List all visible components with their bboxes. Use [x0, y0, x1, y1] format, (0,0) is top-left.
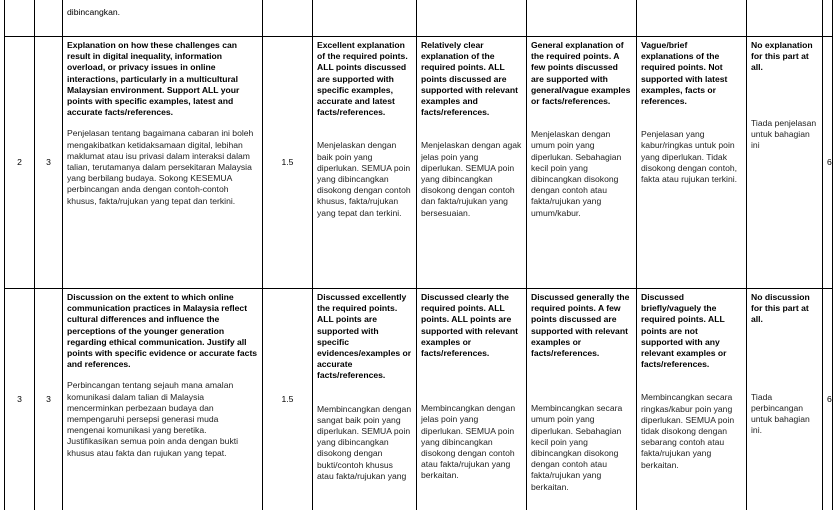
- question-en: Discussion on the extent to which online communication practices in Malaysia reflect cultural differences and influence the perceptions of the younger generation regarding ethical communication. Justify all points with specific evidence or accurate facts and references.: [67, 292, 258, 370]
- sub-number: 3: [35, 37, 63, 289]
- continuation-text: dibincangkan.: [67, 7, 121, 17]
- sub-number: 3: [35, 289, 63, 510]
- weight-value: 1.5: [263, 289, 313, 510]
- marks-value: 6: [823, 289, 833, 510]
- question-cell: [63, 37, 263, 289]
- criteria-excellent: [313, 37, 417, 289]
- question-ms: Penjelasan tentang bagaimana cabaran ini boleh mengakibatkan ketidaksamaan digital, lebihan maklumat atau isu privasi dalam interaksi dalam talian, terutamanya dalam persekitaran Malaysia yang berbilang budaya. Sokong KESEMUA perbincangan anda dengan contoh-contoh khusus, fakta/rujukan yang tepat dan terkini.: [67, 128, 254, 206]
- criteria-none: [747, 289, 823, 510]
- criteria-excellent: [313, 289, 417, 510]
- question-cell: [63, 289, 263, 510]
- criteria-en: Relatively clear explanation of the required points. ALL points discussed are supported with relevant examples and facts/references.: [421, 40, 518, 118]
- row-number: 3: [5, 289, 35, 510]
- criteria-general: [527, 289, 637, 510]
- criteria-ms: Tiada perbincangan untuk bahagian ini.: [751, 391, 810, 436]
- criteria-vague: [637, 289, 747, 510]
- cell-question: [63, 0, 263, 37]
- criteria-en: No explanation for this part at all.: [751, 40, 813, 73]
- criteria-ms: Menjelaskan dengan agak jelas poin yang diperlukan. SEMUA poin yang dibincangkan disokong dengan contoh dan fakta/rujukan yang bersesuaian.: [421, 140, 522, 218]
- criteria-good: [417, 37, 527, 289]
- cell-vague: [637, 0, 747, 37]
- cell-marks: [823, 0, 833, 37]
- question-en: Explanation on how these challenges can result in digital inequality, information overload, or privacy issues in online interactions, particularly in a multicultural Malaysian environment. Support ALL your points with specific examples, latest and accurate facts/references.: [67, 40, 240, 118]
- weight-value: 1.5: [263, 37, 313, 289]
- cell-weight: [263, 0, 313, 37]
- criteria-en: No discussion for this part at all.: [751, 292, 810, 325]
- row-number: 2: [5, 37, 35, 289]
- criteria-general: [527, 37, 637, 289]
- criteria-vague: [637, 37, 747, 289]
- criteria-ms: Membincangkan dengan jelas poin yang diperlukan. SEMUA poin yang dibincangkan disokong dengan contoh atau fakta/rujukan yang berkaitan.: [421, 403, 516, 481]
- cell-sub: [35, 0, 63, 37]
- criteria-en: Discussed excellently the required points. ALL points are supported with specific evidences/examples or accurate facts/references.: [317, 292, 412, 381]
- table-row-continuation: [5, 0, 833, 37]
- cell-good: [417, 0, 527, 37]
- cell-general: [527, 0, 637, 37]
- criteria-good: [417, 289, 527, 510]
- criteria-ms: Membincangkan secara ringkas/kabur poin yang diperlukan. SEMUA poin tidak disokong dengan sebarang contoh atau fakta/rujukan yang berkaitan.: [641, 392, 735, 470]
- criteria-en: Excellent explanation of the required points. ALL points discussed are supported with specific examples, accurate and latest facts/references.: [317, 40, 408, 118]
- cell-excellent: [313, 0, 417, 37]
- criteria-ms: Menjelaskan dengan umum poin yang diperlukan. Sebahagian kecil poin yang dibincangkan disokong dengan contoh atau fakta/rujukan yang umum/kabur.: [531, 129, 622, 218]
- criteria-ms: Membincangkan dengan sangat baik poin yang diperlukan. SEMUA poin yang dibincangkan disokong dengan bukti/contoh khusus atau fakta/rujukan yang: [317, 403, 412, 481]
- cell-no: [5, 0, 35, 37]
- criteria-none: [747, 37, 823, 289]
- criteria-en: Vague/brief explanations of the required points. Not supported with latest examples, facts or references.: [641, 40, 728, 107]
- rubric-table: [4, 0, 833, 510]
- criteria-ms: Tiada penjelasan untuk bahagian ini: [751, 117, 817, 151]
- criteria-en: Discussed clearly the required points. ALL points. ALL points are supported with relevant examples or facts/references.: [421, 292, 518, 359]
- table-row: [5, 37, 833, 289]
- criteria-ms: Penjelasan yang kabur/ringkas untuk poin yang diperlukan. Tidak disokong dengan contoh, fakta atau rujukan terkini.: [641, 129, 738, 185]
- table-row: [5, 289, 833, 510]
- cell-none: [747, 0, 823, 37]
- criteria-en: Discussed generally the required points. A few points discussed are supported with relevant examples or facts/references.: [531, 292, 630, 359]
- criteria-en: General explanation of the required points. A few points discussed are supported with general/vague examples or facts/references.: [531, 40, 631, 107]
- criteria-en: Discussed briefly/vaguely the required points. ALL points are not supported with any relevant examples or facts/references.: [641, 292, 727, 370]
- question-ms: Perbincangan tentang sejauh mana amalan komunikasi dalam talian di Malaysia mencerminkan perbezaan budaya dan mempengaruhi persepsi generasi muda mengenai komunikasi yang beretika. Justifikasikan semua poin anda dengan bukti khusus atau fakta dan rujukan yang tepat.: [67, 380, 239, 458]
- criteria-ms: Menjelaskan dengan baik poin yang diperlukan. SEMUA poin yang dibincangkan disokong dengan contoh khusus, fakta/rujukan yang tepat dan terkini.: [317, 140, 411, 218]
- criteria-ms: Membincangkan secara umum poin yang diperlukan. Sebahagian kecil poin yang dibincangkan disokong dengan contoh atau fakta/rujukan yang berkaitan.: [531, 403, 623, 492]
- marks-value: 6: [823, 37, 833, 289]
